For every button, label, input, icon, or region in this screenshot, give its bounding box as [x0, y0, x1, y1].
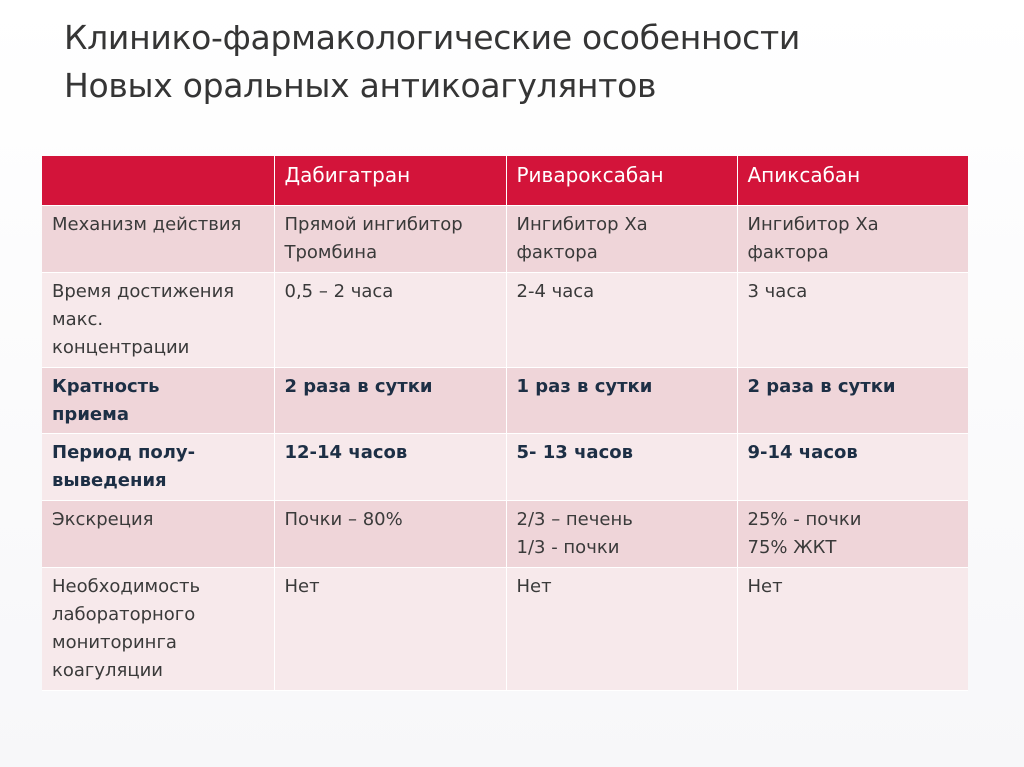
table-cell: 5- 13 часов: [506, 434, 737, 501]
table-body: [42, 206, 968, 691]
table-cell: Ингибитор Ха фактора: [506, 206, 737, 273]
row-label: Время достижения макс. концентрации: [42, 273, 274, 368]
table-cell: 12-14 часов: [274, 434, 506, 501]
table-cell: 3 часа: [737, 273, 968, 368]
table-cell: Прямой ингибитор Тромбина: [274, 206, 506, 273]
table-row-time-to-max-concentration: [42, 273, 968, 368]
table-cell: 25% - почки 75% ЖКТ: [737, 501, 968, 568]
table-cell: 2 раза в сутки: [274, 368, 506, 434]
header-row: [42, 156, 968, 206]
table-cell: 2 раза в сутки: [737, 368, 968, 434]
table-row-excretion: [42, 501, 968, 568]
table-cell: 2-4 часа: [506, 273, 737, 368]
slide-title-line-2: Новых оральных антикоагулянтов: [64, 66, 657, 105]
table-cell: 1 раз в сутки: [506, 368, 737, 434]
slide-title: [64, 14, 984, 110]
comparison-table: [42, 156, 968, 691]
table-cell: 0,5 – 2 часа: [274, 273, 506, 368]
header-cell-dabigatran: Дабигатран: [274, 156, 506, 206]
header-cell-empty: [42, 156, 274, 206]
row-label: Кратность приема: [42, 368, 274, 434]
table-row-dosing-frequency: [42, 368, 968, 434]
row-label: Период полу- выведения: [42, 434, 274, 501]
table-cell: Нет: [737, 568, 968, 691]
slide-title-line-1: Клинико-фармакологические особенности: [64, 18, 801, 57]
table-cell: Почки – 80%: [274, 501, 506, 568]
table-header: [42, 156, 968, 206]
row-label: Экскреция: [42, 501, 274, 568]
table-cell: 9-14 часов: [737, 434, 968, 501]
table-cell: 2/3 – печень 1/3 - почки: [506, 501, 737, 568]
table-row-half-life: [42, 434, 968, 501]
table-row-lab-monitoring: [42, 568, 968, 691]
table-cell: Нет: [274, 568, 506, 691]
row-label: Механизм действия: [42, 206, 274, 273]
table-row-mechanism: [42, 206, 968, 273]
header-cell-rivaroxaban: Ривароксабан: [506, 156, 737, 206]
table-cell: Ингибитор Ха фактора: [737, 206, 968, 273]
row-label: Необходимость лабораторного мониторинга коагуляции: [42, 568, 274, 691]
header-cell-apixaban: Апиксабан: [737, 156, 968, 206]
table-cell: Нет: [506, 568, 737, 691]
